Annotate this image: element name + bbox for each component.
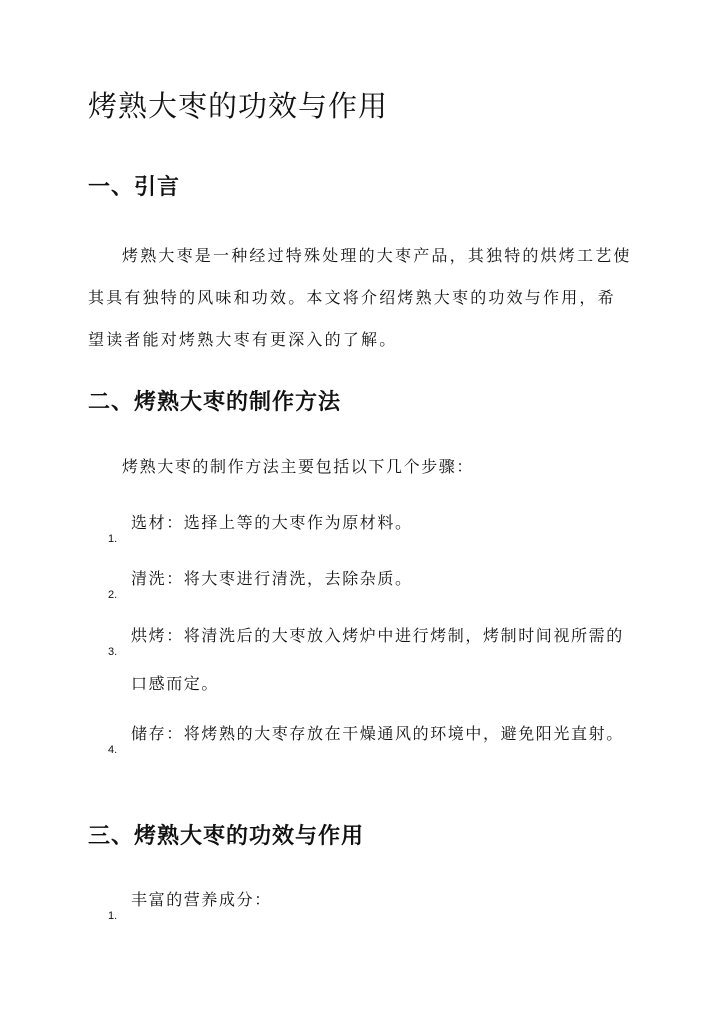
list-item-text: 清洗：将大枣进行清洗，去除杂质。: [131, 569, 413, 588]
list-item: [108, 612, 628, 708]
list-item-number: 2.: [108, 589, 118, 601]
list-item: [108, 710, 628, 758]
document-title: 烤熟大枣的功效与作用: [88, 89, 389, 123]
list-item: [108, 555, 628, 603]
list-item-number: 1.: [108, 533, 118, 545]
list-item-number: 1.: [108, 910, 118, 922]
list-item-text: 丰富的营养成分：: [131, 890, 272, 909]
list-item-text: 储存：将烤熟的大枣存放在干燥通风的环境中，避免阳光直射。: [131, 724, 624, 743]
section-heading-benefits: 三、烤熟大枣的功效与作用: [88, 823, 365, 849]
list-item-number: 4.: [108, 744, 118, 756]
list-item-text: 烘烤：将清洗后的大枣放入烤炉中进行烤制，烤制时间视所需的口感而定。: [131, 626, 624, 693]
introduction-paragraph: 烤熟大枣是一种经过特殊处理的大枣产品，其独特的烘烤工艺使其具有独特的风味和功效。本文将介绍烤熟大枣的功效与作用，希望读者能对烤熟大枣有更深入的了解。: [88, 246, 632, 349]
section-heading-introduction: 一、引言: [88, 174, 181, 200]
list-item-number: 3.: [108, 646, 118, 658]
list-item: [108, 499, 628, 547]
preparation-intro-paragraph: 烤熟大枣的制作方法主要包括以下几个步骤：: [122, 457, 475, 476]
list-item: [108, 876, 628, 924]
section-heading-preparation-method: 二、烤熟大枣的制作方法: [88, 389, 342, 415]
list-item-text: 选材：选择上等的大枣作为原材料。: [131, 513, 413, 532]
